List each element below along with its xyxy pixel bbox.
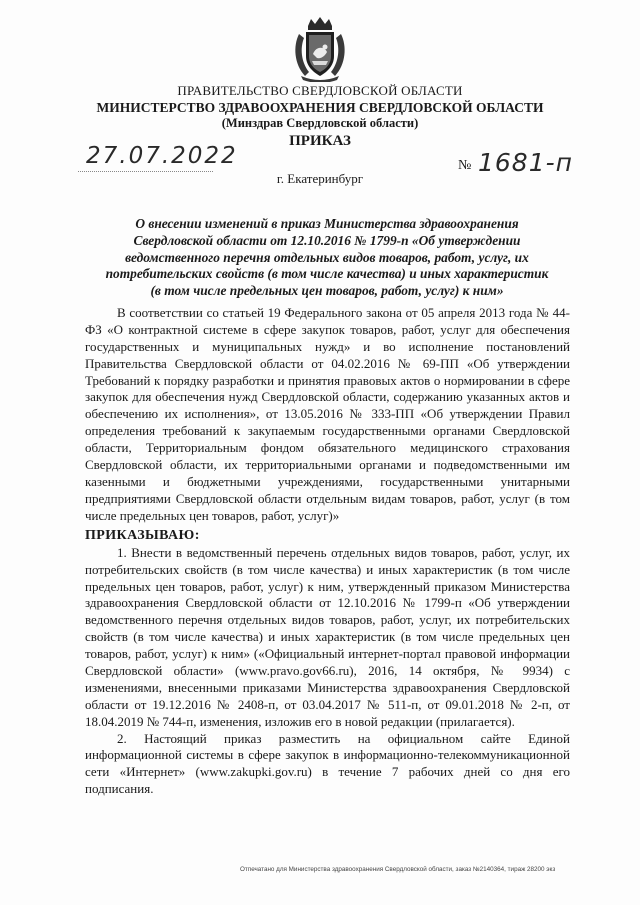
order-date: 27.07.2022 (86, 143, 238, 169)
preamble-paragraph: В соответствии со статьей 19 Федерального закона от 05 апреля 2013 года № 44-ФЗ «О контрактной системе в сфере закупок товаров, работ, услуг для обеспечения государственных и муниципальных нужд» и во исполнение постановлений Правительства Свердловской области от 04.02.2016 № 69-ПП «Об утверждении Требований к порядку разработки и принятия правовых актов о нормировании в сфере закупок для обеспечения нужд Свердловской области, содержанию указанных актов и обеспечению их исполнения», от 13.05.2016 № 333-ПП «Об утверждении Правил определения требований к закупаемым государственными органами Свердловской области, Территориальным фондом обязательного медицинского страхования Свердловской области, их территориальными органами и подведомственными им казенными и бюджетными учреждениями, государственными унитарными предприятиями Свердловской области отдельным видам товаров, работ, услуг (в том числе предельных цен товаров, работ, услуг)» (85, 305, 570, 523)
order-number-label: № (458, 158, 472, 173)
order-body (85, 305, 570, 798)
order-item-1: 1. Внести в ведомственный перечень отдельных видов товаров, работ, услуг, их потребительских свойств (в том числе качества) и иных характеристик (в том числе предельных цен товаров, работ, услуг) к ним, утвержденный приказом Министерства здравоохранения Свердловской области от 12.10.2016 № 1799-п «Об утверждении ведомственного перечня отдельных видов товаров, работ, услуг, их потребительских свойств (в том числе качества) и иных характеристик (в том числе предельных цен товаров, работ, услуг) к ним» («Официальный интернет-портал правовой информации Свердловской области» (www.pravo.gov66.ru), 2016, 14 октября, № 9934) с изменениями, внесенными приказами Министерства здравоохранения Свердловской области от 19.12.2016 № 2408-п, от 03.04.2017 № 511-п, от 09.01.2018 № 2-п, от 18.04.2019 № 744-п, изменения, изложив его в новой редакции (прилагается). (85, 544, 570, 729)
ministry-short-name: (Минздрав Свердловской области) (221, 116, 419, 130)
document-type: ПРИКАЗ (289, 133, 351, 149)
city: г. Екатеринбург (276, 171, 364, 186)
government-name: ПРАВИТЕЛЬСТВО СВЕРДЛОВСКОЙ ОБЛАСТИ (177, 83, 463, 98)
order-title: О внесении изменений в приказ Министерства здравоохранения Свердловской области от 12.10.2016 № 1799-п «Об утверждении ведомственного перечня отдельных видов товаров, работ, услуг, их потребительских свойств (в том числе качества) и иных характеристик (в том числе предельных цен товаров, работ, услуг) к ним» (105, 216, 549, 298)
order-number: 1681-п (478, 148, 573, 177)
decree-word: ПРИКАЗЫВАЮ: (85, 527, 200, 543)
print-footer: Отпечатано для Министерства здравоохранения Свердловской области, заказ №2140364, тираж 28200 экз (240, 866, 556, 873)
order-item-2: 2. Настоящий приказ разместить на официальном сайте Единой информационной системы в сфере закупок в информационно-телекоммуникационной сети «Интернет» (www.zakupki.gov.ru) в течение 7 рабочих дней со дня его подписания. (85, 730, 570, 797)
ministry-name: МИНИСТЕРСТВО ЗДРАВООХРАНЕНИЯ СВЕРДЛОВСКОЙ ОБЛАСТИ (96, 100, 544, 115)
coat-of-arms-emblem (291, 16, 349, 82)
